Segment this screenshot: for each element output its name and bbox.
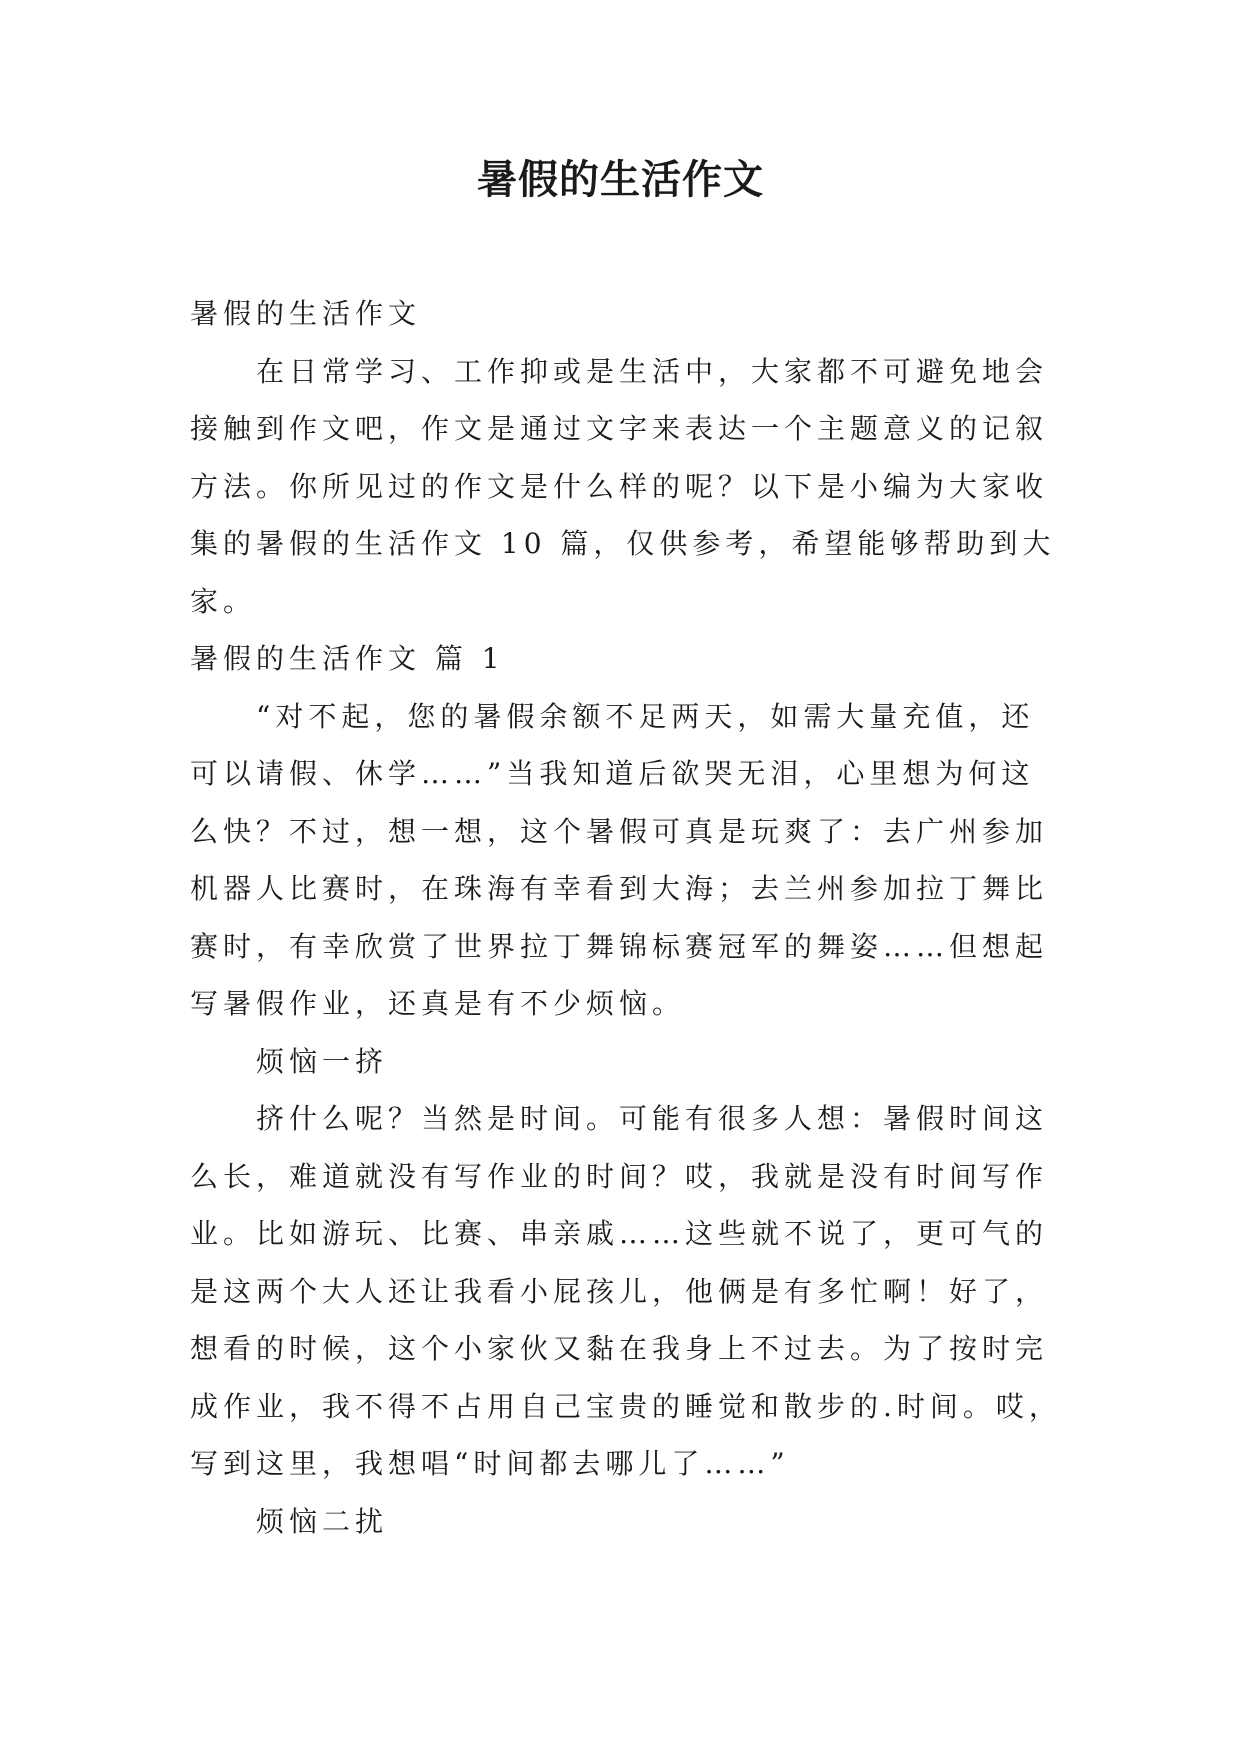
subheading: 烦恼二扰 [256, 1504, 389, 1538]
paragraph-line: 是这两个大人还让我看小屁孩儿，他俩是有多忙啊！好了， [190, 1274, 1049, 1308]
paragraph-line: 成作业，我不得不占用自己宝贵的睡觉和散步的.时间。哎， [190, 1389, 1062, 1423]
paragraph-line: 家。 [190, 584, 257, 618]
paragraph-line: “对不起，您的暑假余额不足两天，如需大量充值，还 [256, 699, 1035, 733]
paragraph-line: 想看的时候，这个小家伙又黏在我身上不过去。为了按时完 [190, 1332, 1049, 1365]
paragraph-line: 可以请假、休学……”当我知道后欲哭无泪，心里想为何这 [190, 757, 1035, 790]
paragraph-line: 在日常学习、工作抑或是生活中，大家都不可避免地会 [256, 354, 1049, 388]
subheading: 烦恼一挤 [256, 1044, 389, 1078]
document-title: 暑假的生活作文 [477, 156, 764, 203]
paragraph-line: 写到这里，我想唱“时间都去哪儿了……” [190, 1447, 790, 1480]
paragraph-line: 机器人比赛时，在珠海有幸看到大海；去兰州参加拉丁舞比 [190, 872, 1049, 905]
section-heading: 暑假的生活作文 [190, 297, 422, 330]
paragraph-line: 么快？不过，想一想，这个暑假可真是玩爽了：去广州参加 [190, 814, 1049, 848]
document-body [190, 285, 1062, 1550]
paragraph-line: 么长，难道就没有写作业的时间？哎，我就是没有时间写作 [190, 1159, 1049, 1193]
paragraph-line: 挤什么呢？当然是时间。可能有很多人想：暑假时间这 [256, 1102, 1049, 1135]
paragraph-line: 写暑假作业，还真是有不少烦恼。 [190, 987, 686, 1020]
section-heading: 暑假的生活作文 篇 1 [190, 642, 505, 675]
paragraph-line: 接触到作文吧，作文是通过文字来表达一个主题意义的记叙 [190, 412, 1049, 445]
paragraph-line: 赛时，有幸欣赏了世界拉丁舞锦标赛冠军的舞姿……但想起 [190, 929, 1049, 963]
paragraph-line: 集的暑假的生活作文 10 篇，仅供参考，希望能够帮助到大 [190, 527, 1056, 560]
paragraph-line: 业。比如游玩、比赛、串亲戚……这些就不说了，更可气的 [190, 1217, 1049, 1250]
paragraph-line: 方法。你所见过的作文是什么样的呢？以下是小编为大家收 [190, 469, 1049, 503]
